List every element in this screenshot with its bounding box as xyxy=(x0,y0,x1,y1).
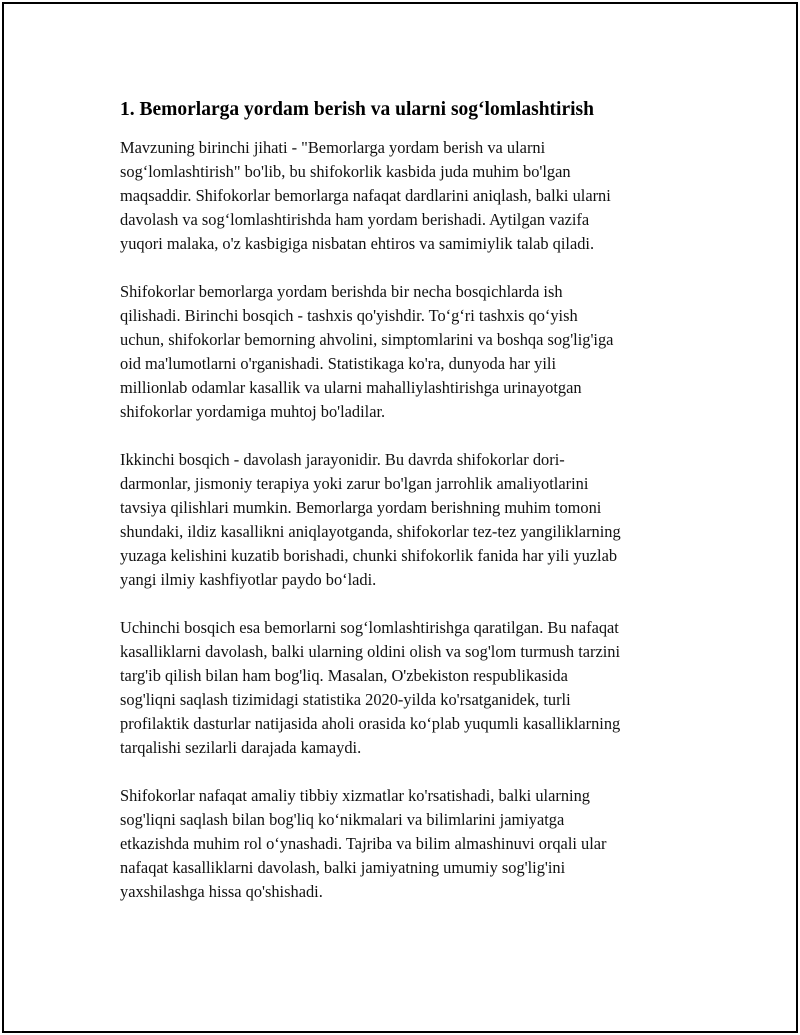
text-line: millionlab odamlar kasallik va ularni mahalliylashtirishga urinayotgan xyxy=(120,378,582,397)
text-line: sog'liqni saqlash tizimidagi statistika 2020-yilda ko'rsatganidek, turli xyxy=(120,690,571,709)
text-line: yaxshilashga hissa qo'shishadi. xyxy=(120,882,323,901)
text-line: oid ma'lumotlarni o'rganishadi. Statistikaga ko'ra, dunyoda har yili xyxy=(120,354,557,373)
text-line: Shifokorlar nafaqat amaliy tibbiy xizmatlar ko'rsatishadi, balki ularning xyxy=(120,786,590,805)
text-line: uchun, shifokorlar bemorning ahvolini, simptomlarini va boshqa sog'lig'iga xyxy=(120,330,614,349)
text-line: qilishadi. Birinchi bosqich - tashxis qo'yishdir. To‘g‘ri tashxis qo‘yish xyxy=(120,306,578,325)
text-line: shundaki, ildiz kasallikni aniqlayotganda, shifokorlar tez-tez yangiliklarning xyxy=(120,522,621,541)
text-line: yuzaga kelishini kuzatib borishadi, chunki shifokorlik fanida har yili yuzlab xyxy=(120,546,618,565)
text-line: kasalliklarni davolash, balki ularning oldini olish va sog'lom turmush tarzini xyxy=(120,642,621,661)
text-line: Uchinchi bosqich esa bemorlarni sog‘lomlashtirishga qaratilgan. Bu nafaqat xyxy=(120,618,619,637)
text-line: tavsiya qilishlari mumkin. Bemorlarga yordam berishning muhim tomoni xyxy=(120,498,602,517)
text-line: Ikkinchi bosqich - davolash jarayonidir. Bu davrda shifokorlar dori- xyxy=(120,450,565,469)
paragraph-1 xyxy=(120,136,688,256)
document-page xyxy=(2,2,798,1033)
text-line: profilaktik dasturlar natijasida aholi orasida ko‘plab yuqumli kasalliklarning xyxy=(120,714,621,733)
text-line: sog‘lomlashtirish" bo'lib, bu shifokorlik kasbida juda muhim bo'lgan xyxy=(120,162,571,181)
text-line: darmonlar, jismoniy terapiya yoki zarur bo'lgan jarrohlik amaliyotlarini xyxy=(120,474,589,493)
text-line: shifokorlar yordamiga muhtoj bo'ladilar. xyxy=(120,402,386,421)
text-line: tarqalishi sezilarli darajada kamaydi. xyxy=(120,738,362,757)
text-line: Mavzuning birinchi jihati - "Bemorlarga yordam berish va ularni xyxy=(120,138,546,157)
paragraph-3 xyxy=(120,448,688,592)
document-content xyxy=(120,97,688,928)
paragraph-4 xyxy=(120,616,688,760)
text-line: davolash va sog‘lomlashtirishda ham yordam berishadi. Aytilgan vazifa xyxy=(120,210,590,229)
text-line: Shifokorlar bemorlarga yordam berishda bir necha bosqichlarda ish xyxy=(120,282,563,301)
paragraph-5 xyxy=(120,784,688,904)
paragraph-2 xyxy=(120,280,688,424)
text-line: yangi ilmiy kashfiyotlar paydo bo‘ladi. xyxy=(120,570,377,589)
text-line: yuqori malaka, o'z kasbigiga nisbatan ehtiros va samimiylik talab qiladi. xyxy=(120,234,595,253)
text-line: sog'liqni saqlash bilan bog'liq ko‘nikmalari va bilimlarini jamiyatga xyxy=(120,810,565,829)
text-line: nafaqat kasalliklarni davolash, balki jamiyatning umumiy sog'lig'ini xyxy=(120,858,566,877)
text-line: maqsaddir. Shifokorlar bemorlarga nafaqat dardlarini aniqlash, balki ularni xyxy=(120,186,611,205)
section-heading: 1. Bemorlarga yordam berish va ularni sog‘lomlashtirish xyxy=(120,99,594,120)
text-line: etkazishda muhim rol o‘ynashadi. Tajriba va bilim almashinuvi orqali ular xyxy=(120,834,607,853)
text-line: targ'ib qilish bilan ham bog'liq. Masalan, O'zbekiston respublikasida xyxy=(120,666,568,685)
